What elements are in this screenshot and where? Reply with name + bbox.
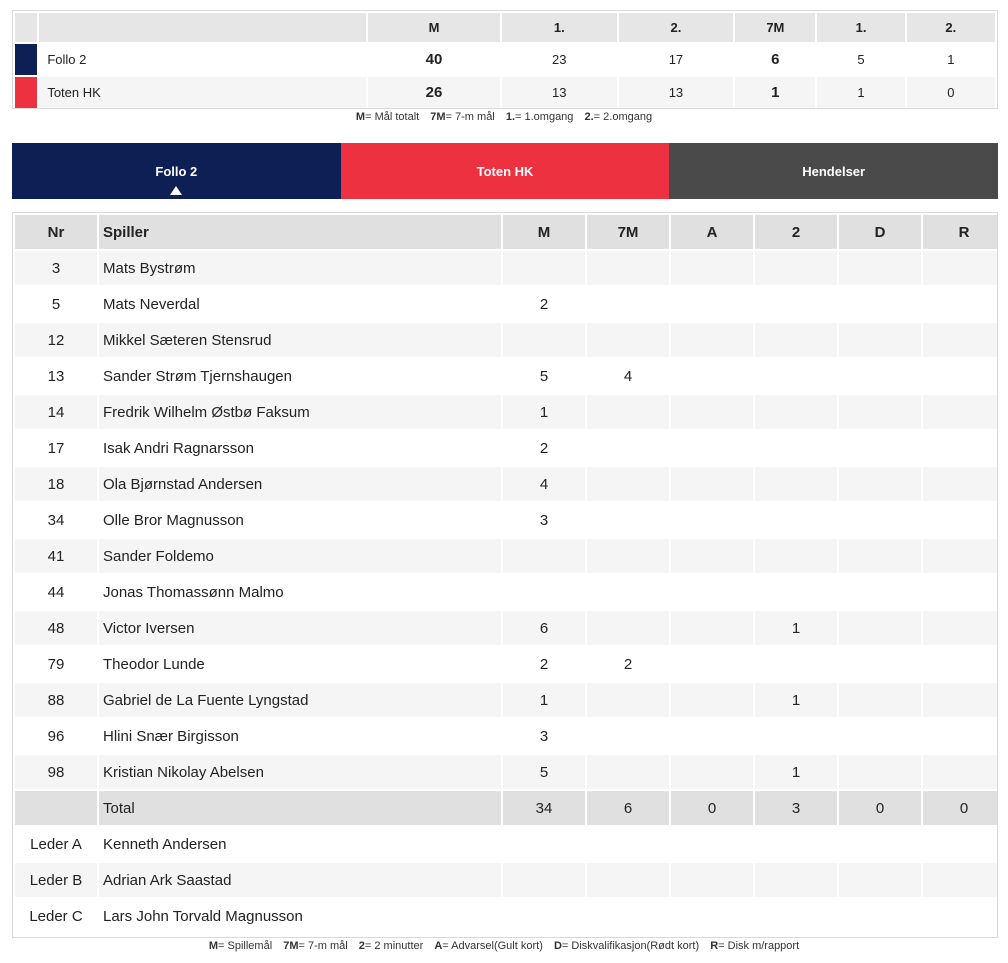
- leader-role: Leder C: [15, 899, 97, 933]
- seven-m-total: 6: [735, 44, 815, 75]
- player-row: [15, 359, 998, 393]
- summary-header-row: [15, 13, 995, 42]
- stat-goals: [503, 539, 585, 573]
- leader-empty-cell: [839, 827, 921, 861]
- player-row: [15, 251, 998, 285]
- leader-empty-cell: [671, 899, 753, 933]
- stat-report: [923, 719, 998, 753]
- legend-key: 2.: [584, 111, 594, 123]
- stat-report: [923, 683, 998, 717]
- stat-goals: 3: [503, 503, 585, 537]
- leader-row: [15, 863, 998, 897]
- player-name: Fredrik Wilhelm Østbø Faksum: [99, 395, 501, 429]
- stat-two-min: [755, 323, 837, 357]
- stat-report: [923, 359, 998, 393]
- stat-seven-m: [587, 287, 669, 321]
- col-header-goals: M: [503, 215, 585, 249]
- tab-label: Toten HK: [476, 163, 534, 179]
- player-name: Kristian Nikolay Abelsen: [99, 755, 501, 789]
- leader-role: Leder B: [15, 863, 97, 897]
- player-number: 34: [15, 503, 97, 537]
- stat-report: [923, 611, 998, 645]
- seven-m-first-half: 1: [817, 77, 904, 108]
- player-rows: [15, 251, 998, 933]
- total-warning: 0: [671, 791, 753, 825]
- summary-row-away: [15, 77, 995, 108]
- col-header-nr: Nr: [15, 215, 97, 249]
- stat-report: [923, 503, 998, 537]
- player-name: Hlini Snær Birgisson: [99, 719, 501, 753]
- leader-name: Lars John Torvald Magnusson: [99, 899, 501, 933]
- player-name: Ola Bjørnstad Andersen: [99, 467, 501, 501]
- player-number: 3: [15, 251, 97, 285]
- leader-empty-cell: [587, 863, 669, 897]
- stat-two-min: [755, 395, 837, 429]
- stat-disq: [839, 503, 921, 537]
- team-color-swatch: [15, 44, 37, 75]
- stat-seven-m: [587, 683, 669, 717]
- goals-second-half: 17: [619, 44, 734, 75]
- player-number: 13: [15, 359, 97, 393]
- stat-disq: [839, 539, 921, 573]
- stat-seven-m: [587, 539, 669, 573]
- player-name: Mats Neverdal: [99, 287, 501, 321]
- stat-two-min: [755, 359, 837, 393]
- legend-text: = Disk m/rapport: [718, 940, 800, 952]
- stat-seven-m: [587, 395, 669, 429]
- legend-text: = Advarsel(Gult kort): [442, 940, 543, 952]
- stat-seven-m: [587, 611, 669, 645]
- legend-text: = 1.omgang: [515, 111, 574, 123]
- player-stats-table: [13, 213, 998, 935]
- stat-seven-m: [587, 575, 669, 609]
- col-header-warning: A: [671, 215, 753, 249]
- player-name: Isak Andri Ragnarsson: [99, 431, 501, 465]
- player-row: [15, 503, 998, 537]
- summary-legend: [0, 111, 1008, 123]
- stat-warning: [671, 647, 753, 681]
- player-row: [15, 287, 998, 321]
- tab-events[interactable]: [669, 143, 998, 199]
- legend-key: M: [208, 940, 219, 952]
- player-number: 18: [15, 467, 97, 501]
- stat-warning: [671, 323, 753, 357]
- leader-empty-cell: [503, 899, 585, 933]
- stat-two-min: 1: [755, 611, 837, 645]
- player-name: Olle Bror Magnusson: [99, 503, 501, 537]
- stat-seven-m: [587, 503, 669, 537]
- team-name: Toten HK: [39, 77, 366, 108]
- col-header-report: R: [923, 215, 998, 249]
- stat-seven-m: 2: [587, 647, 669, 681]
- player-number: 41: [15, 539, 97, 573]
- legend-text: = Diskvalifikasjon(Rødt kort): [561, 940, 700, 952]
- score-summary: [12, 10, 998, 109]
- leader-empty-cell: [587, 827, 669, 861]
- legend-key: 7M: [283, 940, 299, 952]
- stat-two-min: [755, 539, 837, 573]
- player-row: [15, 755, 998, 789]
- summary-header-7m-second-half: 2.: [907, 13, 995, 42]
- stat-report: [923, 467, 998, 501]
- stat-two-min: [755, 251, 837, 285]
- total-two-min: 3: [755, 791, 837, 825]
- stat-disq: [839, 359, 921, 393]
- stat-two-min: [755, 719, 837, 753]
- player-name: Jonas Thomassønn Malmo: [99, 575, 501, 609]
- stat-warning: [671, 251, 753, 285]
- stat-two-min: [755, 575, 837, 609]
- total-disq: 0: [839, 791, 921, 825]
- player-row: [15, 719, 998, 753]
- summary-header-goals: M: [368, 13, 500, 42]
- stat-warning: [671, 575, 753, 609]
- player-row: [15, 611, 998, 645]
- summary-header-7m: 7M: [735, 13, 815, 42]
- stat-warning: [671, 719, 753, 753]
- stat-goals: 5: [503, 755, 585, 789]
- seven-m-second-half: 0: [907, 77, 995, 108]
- stat-warning: [671, 755, 753, 789]
- stat-goals: [503, 575, 585, 609]
- stat-disq: [839, 683, 921, 717]
- leader-empty-cell: [671, 863, 753, 897]
- stat-disq: [839, 251, 921, 285]
- leader-row: [15, 899, 998, 933]
- stat-report: [923, 251, 998, 285]
- tab-label: Follo 2: [155, 163, 198, 179]
- total-empty: [15, 791, 97, 825]
- player-row: [15, 575, 998, 609]
- summary-header-7m-first-half: 1.: [817, 13, 904, 42]
- legend-key: 2: [358, 940, 365, 952]
- goals-first-half: 23: [502, 44, 617, 75]
- legend-text: = Spillemål: [218, 940, 273, 952]
- player-row: [15, 431, 998, 465]
- stat-report: [923, 575, 998, 609]
- summary-row-home: [15, 44, 995, 75]
- stat-goals: 5: [503, 359, 585, 393]
- leader-empty-cell: [755, 899, 837, 933]
- player-row: [15, 647, 998, 681]
- legend-text: = 7-m mål: [445, 111, 495, 123]
- leader-empty-cell: [839, 863, 921, 897]
- summary-header-first-half: 1.: [502, 13, 617, 42]
- seven-m-second-half: 1: [907, 44, 995, 75]
- leader-name: Adrian Ark Saastad: [99, 863, 501, 897]
- player-name: Mikkel Sæteren Stensrud: [99, 323, 501, 357]
- team-tabs: [12, 143, 998, 199]
- player-number: 88: [15, 683, 97, 717]
- stat-seven-m: 4: [587, 359, 669, 393]
- summary-header-empty: [15, 13, 37, 42]
- stat-report: [923, 431, 998, 465]
- summary-header-second-half: 2.: [619, 13, 734, 42]
- player-number: 79: [15, 647, 97, 681]
- player-header-row: [15, 215, 998, 249]
- stat-disq: [839, 719, 921, 753]
- stat-goals: 6: [503, 611, 585, 645]
- stat-disq: [839, 287, 921, 321]
- leader-empty-cell: [839, 899, 921, 933]
- goals-second-half: 13: [619, 77, 734, 108]
- stat-goals: [503, 251, 585, 285]
- stat-warning: [671, 503, 753, 537]
- stat-goals: 1: [503, 395, 585, 429]
- stat-warning: [671, 539, 753, 573]
- player-name: Theodor Lunde: [99, 647, 501, 681]
- player-stats: [12, 212, 998, 938]
- col-header-7m: 7M: [587, 215, 669, 249]
- stat-seven-m: [587, 755, 669, 789]
- stat-seven-m: [587, 467, 669, 501]
- stat-seven-m: [587, 431, 669, 465]
- player-row: [15, 395, 998, 429]
- score-summary-table: [13, 11, 997, 110]
- col-header-player: Spiller: [99, 215, 501, 249]
- stat-goals: 2: [503, 287, 585, 321]
- player-number: 12: [15, 323, 97, 357]
- goals-first-half: 13: [502, 77, 617, 108]
- player-name: Gabriel de La Fuente Lyngstad: [99, 683, 501, 717]
- total-row: [15, 791, 998, 825]
- player-legend: [0, 940, 1008, 952]
- player-number: 48: [15, 611, 97, 645]
- stat-seven-m: [587, 251, 669, 285]
- player-row: [15, 683, 998, 717]
- stat-disq: [839, 431, 921, 465]
- legend-key: 7M: [430, 111, 446, 123]
- stat-report: [923, 539, 998, 573]
- legend-key: A: [434, 940, 443, 952]
- leader-empty-cell: [503, 827, 585, 861]
- stat-warning: [671, 395, 753, 429]
- stat-warning: [671, 359, 753, 393]
- player-number: 96: [15, 719, 97, 753]
- stat-report: [923, 287, 998, 321]
- player-name: Sander Strøm Tjernshaugen: [99, 359, 501, 393]
- legend-text: = 2.omgang: [593, 111, 653, 123]
- stat-disq: [839, 575, 921, 609]
- player-number: 14: [15, 395, 97, 429]
- total-goals: 34: [503, 791, 585, 825]
- legend-key: M: [355, 111, 366, 123]
- tab-label: Hendelser: [802, 163, 866, 179]
- seven-m-first-half: 5: [817, 44, 904, 75]
- stat-two-min: [755, 467, 837, 501]
- legend-key: R: [710, 940, 719, 952]
- leader-empty-cell: [923, 863, 998, 897]
- col-header-disq: D: [839, 215, 921, 249]
- stat-two-min: [755, 647, 837, 681]
- goals-total: 40: [368, 44, 500, 75]
- stat-report: [923, 323, 998, 357]
- leader-empty-cell: [503, 863, 585, 897]
- player-name: Victor Iversen: [99, 611, 501, 645]
- stat-report: [923, 647, 998, 681]
- leader-empty-cell: [755, 863, 837, 897]
- stat-goals: 2: [503, 647, 585, 681]
- tab-away-team[interactable]: [341, 143, 670, 199]
- stat-warning: [671, 683, 753, 717]
- col-header-2min: 2: [755, 215, 837, 249]
- active-tab-caret-icon: [170, 186, 182, 195]
- leader-empty-cell: [671, 827, 753, 861]
- summary-header-empty: [39, 13, 366, 42]
- goals-total: 26: [368, 77, 500, 108]
- legend-key: 1.: [505, 111, 516, 123]
- stat-warning: [671, 287, 753, 321]
- total-seven-m: 6: [587, 791, 669, 825]
- stat-goals: 3: [503, 719, 585, 753]
- stat-disq: [839, 647, 921, 681]
- legend-key: D: [553, 940, 562, 952]
- player-number: 17: [15, 431, 97, 465]
- stat-warning: [671, 467, 753, 501]
- player-name: Sander Foldemo: [99, 539, 501, 573]
- leader-row: [15, 827, 998, 861]
- team-name: Follo 2: [39, 44, 366, 75]
- stat-two-min: [755, 287, 837, 321]
- leader-empty-cell: [923, 899, 998, 933]
- stat-disq: [839, 611, 921, 645]
- stat-disq: [839, 467, 921, 501]
- player-name: Mats Bystrøm: [99, 251, 501, 285]
- stat-goals: 4: [503, 467, 585, 501]
- player-number: 5: [15, 287, 97, 321]
- stat-report: [923, 755, 998, 789]
- stat-seven-m: [587, 719, 669, 753]
- legend-text: = 7-m mål: [298, 940, 348, 952]
- stat-disq: [839, 755, 921, 789]
- player-number: 98: [15, 755, 97, 789]
- stat-goals: [503, 323, 585, 357]
- leader-empty-cell: [755, 827, 837, 861]
- total-report: 0: [923, 791, 998, 825]
- leader-role: Leder A: [15, 827, 97, 861]
- player-number: 44: [15, 575, 97, 609]
- stat-seven-m: [587, 323, 669, 357]
- stat-goals: 2: [503, 431, 585, 465]
- stat-warning: [671, 611, 753, 645]
- stat-two-min: 1: [755, 683, 837, 717]
- seven-m-total: 1: [735, 77, 815, 108]
- leader-name: Kenneth Andersen: [99, 827, 501, 861]
- leader-empty-cell: [587, 899, 669, 933]
- stat-warning: [671, 431, 753, 465]
- legend-text: = 2 minutter: [364, 940, 424, 952]
- team-color-swatch: [15, 77, 37, 108]
- stat-goals: 1: [503, 683, 585, 717]
- legend-text: = Mål totalt: [365, 111, 420, 123]
- tab-home-team[interactable]: [12, 143, 341, 199]
- stat-two-min: 1: [755, 755, 837, 789]
- player-row: [15, 467, 998, 501]
- leader-empty-cell: [923, 827, 998, 861]
- stat-report: [923, 395, 998, 429]
- stat-two-min: [755, 503, 837, 537]
- stat-two-min: [755, 431, 837, 465]
- player-row: [15, 539, 998, 573]
- stat-disq: [839, 323, 921, 357]
- total-label: Total: [99, 791, 501, 825]
- player-row: [15, 323, 998, 357]
- stat-disq: [839, 395, 921, 429]
